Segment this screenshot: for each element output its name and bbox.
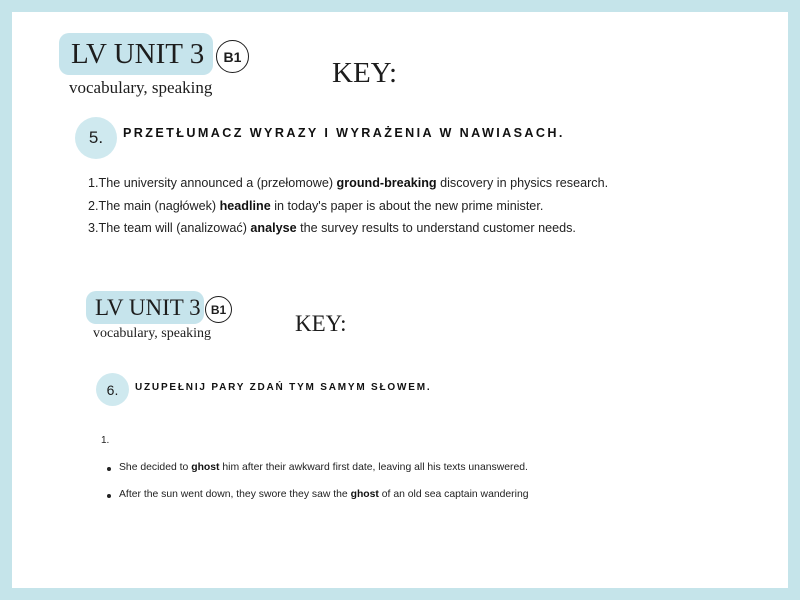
level-label: B1 bbox=[210, 302, 227, 317]
key-heading: KEY: bbox=[332, 57, 397, 89]
exercise-number: 6. bbox=[106, 381, 119, 398]
list-item: After the sun went down, they swore they saw the ghost of an old sea captain wandering bbox=[119, 489, 529, 500]
exercise-instruction: PRZETŁUMACZ WYRAZY I WYRAŻENIA W NAWIASACH. bbox=[123, 126, 565, 140]
level-label: B1 bbox=[223, 48, 242, 65]
answer-word: ground-breaking bbox=[336, 176, 437, 190]
answer-word: analyse bbox=[250, 221, 297, 235]
list-item: 1.The university announced a (przełomowe) ground-breaking discovery in physics research. bbox=[88, 176, 609, 190]
bullet-icon bbox=[107, 494, 111, 498]
unit-title-badge bbox=[86, 291, 204, 324]
worksheet-page bbox=[12, 12, 788, 588]
answer-word: ghost bbox=[350, 489, 379, 500]
unit-title-badge bbox=[59, 33, 213, 75]
list-item: She decided to ghost him after their awkward first date, leaving all his texts unanswered. bbox=[119, 462, 528, 473]
list-number: 1. bbox=[101, 435, 110, 446]
exercise-instruction: UZUPEŁNIJ PARY ZDAŃ TYM SAMYM SŁOWEM. bbox=[135, 382, 432, 393]
key-heading: KEY: bbox=[295, 311, 347, 336]
answer-word: headline bbox=[219, 198, 271, 213]
list-item: 3.The team will (analizować) analyse the survey results to understand customer needs. bbox=[88, 221, 576, 235]
unit-title: LV UNIT 3 bbox=[95, 295, 201, 320]
exercise-number-badge bbox=[96, 373, 129, 406]
answer-word: ghost bbox=[191, 462, 220, 473]
bullet-icon bbox=[107, 467, 111, 471]
list-item: 2.The main (nagłówek) headline in today's paper is about the new prime minister. bbox=[88, 198, 544, 213]
unit-subtitle: vocabulary, speaking bbox=[93, 326, 212, 341]
exercise-number: 5. bbox=[88, 128, 104, 147]
unit-title: LV UNIT 3 bbox=[71, 38, 205, 70]
level-badge bbox=[216, 40, 249, 73]
answer-list bbox=[101, 435, 701, 515]
unit-subtitle: vocabulary, speaking bbox=[69, 78, 213, 97]
answer-list bbox=[88, 172, 608, 240]
exercise-number-badge bbox=[75, 117, 117, 159]
level-badge bbox=[205, 296, 232, 323]
